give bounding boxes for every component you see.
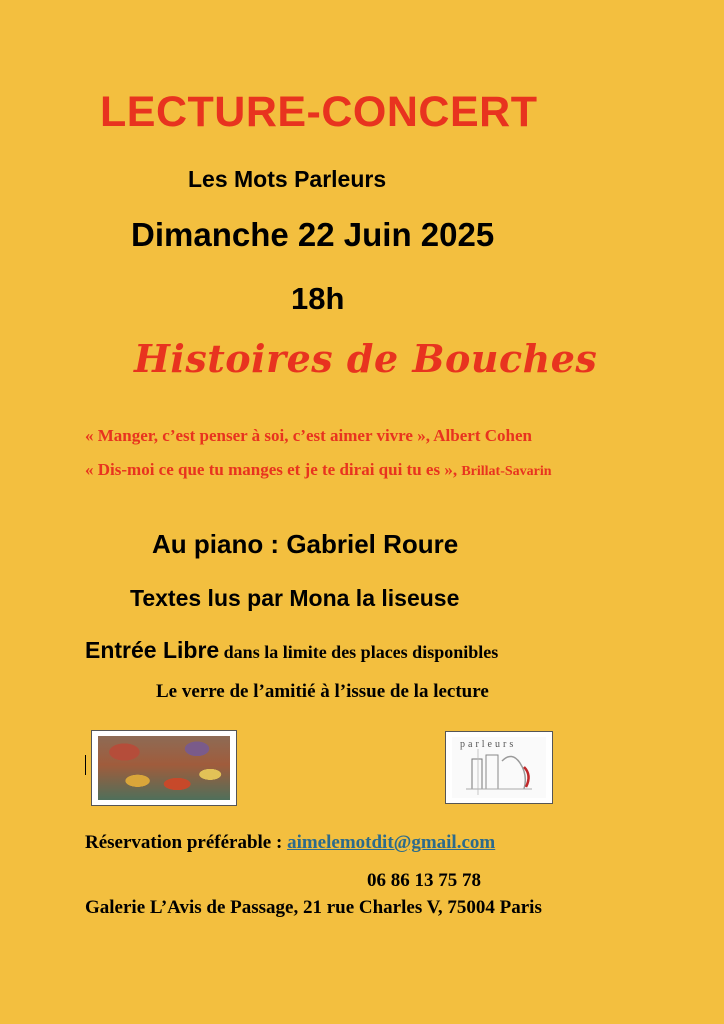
email-link[interactable]: aimelemotdit@gmail.com	[287, 832, 496, 853]
phone-number: 06 86 13 75 78	[367, 870, 481, 891]
reservation-label: Réservation préférable :	[85, 832, 288, 853]
reservation-line	[85, 832, 495, 854]
mots-parleurs-logo-image	[445, 731, 553, 804]
logo-content	[452, 737, 546, 798]
food-painting-content	[98, 736, 230, 800]
poster-title: LECTURE-CONCERT	[100, 88, 538, 136]
piano-credit: Au piano : Gabriel Roure	[152, 529, 459, 559]
logo-drawing-icon	[452, 737, 546, 798]
logo-text: parleurs	[460, 739, 517, 750]
quote-1: « Manger, c’est penser à soi, c’est aimer vivre », Albert Cohen	[85, 426, 532, 445]
text-cursor	[85, 755, 86, 775]
event-time: 18h	[291, 281, 345, 316]
entry-line	[85, 637, 498, 664]
drink-line: Le verre de l’amitié à l’issue de la lecture	[156, 681, 489, 702]
show-title: Histoires de Bouches	[134, 336, 598, 381]
quote-2-text: « Dis-moi ce que tu manges et je te dirai qui tu es »,	[85, 460, 462, 479]
reader-credit: Textes lus par Mona la liseuse	[130, 585, 460, 611]
quote-2	[85, 460, 552, 480]
entry-label: Entrée Libre	[85, 637, 220, 663]
quote-2-author: Brillat-Savarin	[461, 464, 552, 479]
venue-address: Galerie L’Avis de Passage, 21 rue Charles V, 75004 Paris	[85, 897, 542, 918]
group-name: Les Mots Parleurs	[188, 166, 387, 192]
food-painting-image	[91, 730, 237, 806]
event-date: Dimanche 22 Juin 2025	[131, 216, 495, 253]
entry-note: dans la limite des places disponibles	[223, 642, 499, 662]
